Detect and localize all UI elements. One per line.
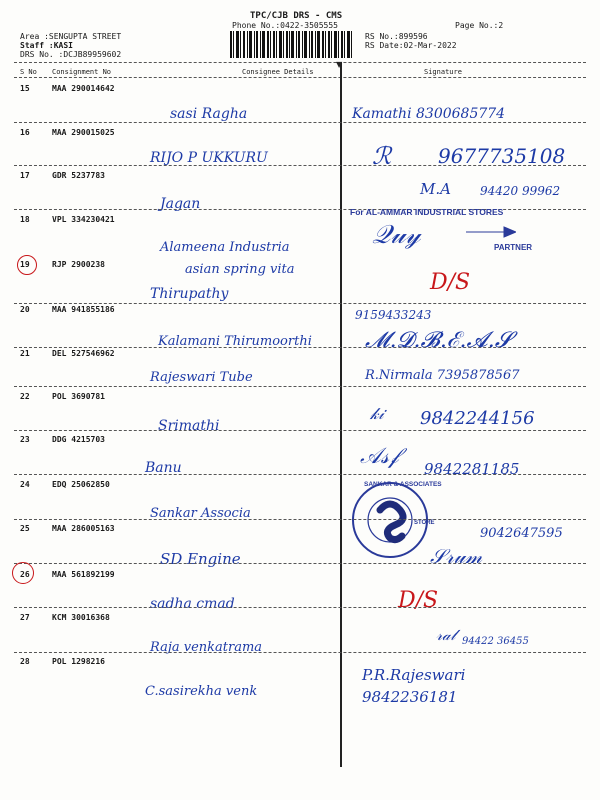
consignee-handwriting: sasi Ragha — [170, 106, 248, 122]
header-divider-top — [14, 62, 586, 63]
row-divider — [14, 122, 586, 123]
signature-mark: 𝓜.𝓓.𝓑.ℰ.𝓐.𝓢 — [365, 328, 512, 353]
consignment-number: DEL 527546962 — [52, 349, 115, 358]
row-number: 18 — [20, 215, 30, 224]
signature-mark: 𝒜𝓈𝒻 — [360, 444, 399, 469]
consignee-handwriting: Rajeswari Tube — [150, 370, 253, 385]
signature-phone: 9159433243 — [355, 308, 432, 322]
row-number: 20 — [20, 305, 30, 314]
ds-remark: D/S — [398, 588, 439, 613]
consignee-handwriting-line2: Thirupathy — [150, 286, 229, 302]
signature-handwriting: R.Nirmala 7395878567 — [365, 368, 520, 383]
row-divider — [14, 165, 586, 166]
consignment-number: GDR 5237783 — [52, 171, 105, 180]
area-field: Area :SENGUPTA STREET — [20, 32, 122, 41]
consignee-handwriting: sadha cmad — [150, 596, 235, 612]
consignment-number: MAA 290014642 — [52, 84, 115, 93]
signature-handwriting: 9842281185 — [424, 460, 520, 478]
signature-handwriting: Kamathi 8300685774 — [352, 106, 506, 122]
column-header-consignee: Consignee Details — [242, 68, 314, 76]
consignee-handwriting: Sankar Associa — [150, 506, 251, 521]
handwritten-divider-line — [340, 62, 342, 767]
row-divider — [14, 430, 586, 431]
consignment-number: KCM 30016368 — [52, 613, 110, 622]
arrow-down-icon: ▼ — [336, 60, 343, 69]
consignee-handwriting: Jagan — [160, 196, 201, 212]
consignment-number: VPL 334230421 — [52, 215, 115, 224]
row-number: 22 — [20, 392, 30, 401]
document-title: TPC/CJB DRS - CMS — [250, 11, 343, 21]
consignment-number: EDQ 25062850 — [52, 480, 110, 489]
page-number: Page No.:2 — [455, 21, 504, 30]
row-number: 19 — [20, 260, 30, 269]
consignee-handwriting: SD Engine — [160, 550, 241, 568]
row-divider — [14, 607, 586, 608]
signature-handwriting: 9677735108 — [438, 144, 566, 168]
row-divider — [14, 519, 586, 520]
signature-mark: 𝒬𝓊𝓎 — [372, 220, 421, 250]
row-number: 21 — [20, 349, 30, 358]
signature-phone: 9042647595 — [480, 526, 563, 541]
signature-mark: 𝓇𝒶𝓁 — [436, 626, 456, 644]
signature-initials: M.A — [420, 180, 451, 198]
row-number: 24 — [20, 480, 30, 489]
round-stamp-text: SANKAR & ASSOCIATES — [364, 481, 442, 488]
round-stamp-subtext: STORE — [414, 520, 435, 526]
consignee-handwriting: asian spring vita — [185, 262, 295, 277]
consignment-number: MAA 286005163 — [52, 524, 115, 533]
partner-stamp-text: PARTNER — [494, 243, 533, 252]
row-number: 25 — [20, 524, 30, 533]
consignment-number: POL 3690781 — [52, 392, 105, 401]
column-header-sno: S No — [20, 68, 37, 76]
consignee-handwriting: C.sasirekha venk — [145, 684, 258, 699]
ds-remark: D/S — [430, 270, 471, 295]
signature-handwriting: 94422 36455 — [462, 636, 529, 647]
column-header-signature: Signature — [424, 68, 462, 76]
row-divider — [14, 652, 586, 653]
row-divider — [14, 474, 586, 475]
barcode-image — [230, 31, 352, 58]
rs-date: RS Date:02-Mar-2022 — [365, 41, 457, 50]
row-divider — [14, 563, 586, 564]
consignee-handwriting: RIJO P UKKURU — [150, 150, 268, 166]
consignment-number: MAA 941855186 — [52, 305, 115, 314]
row-number: 15 — [20, 84, 30, 93]
company-stamp-text: For AL-AMMAR INDUSTRIAL STORES — [350, 207, 504, 217]
staff-field: Staff :KASI — [20, 41, 73, 50]
consignee-handwriting: Raja venkatrama — [150, 640, 263, 655]
signature-handwriting: 94420 99962 — [480, 184, 561, 198]
consignment-number: DDG 4215703 — [52, 435, 105, 444]
consignee-handwriting: Banu — [145, 460, 182, 476]
row-divider — [14, 303, 586, 304]
phone-number: Phone No.:0422-3505555 — [232, 21, 338, 30]
consignee-handwriting: Alameena Industria — [160, 240, 290, 255]
row-number: 16 — [20, 128, 30, 137]
row-number: 28 — [20, 657, 30, 666]
signature-handwriting: 9842244156 — [420, 408, 535, 429]
column-header-consignment: Consignment No — [52, 68, 112, 76]
consignment-number: MAA 290015025 — [52, 128, 115, 137]
row-divider — [14, 347, 586, 348]
row-number: 23 — [20, 435, 30, 444]
signature-mark: ℛ — [372, 142, 392, 170]
row-divider — [14, 386, 586, 387]
signature-handwriting: P.R.Rajeswari 9842236181 — [362, 666, 466, 706]
drs-number: DRS No. :DCJB89959602 — [20, 50, 122, 59]
consignee-handwriting: Srimathi — [158, 418, 220, 434]
row-number: 17 — [20, 171, 30, 180]
signature-mark: 𝓀𝒾 — [370, 404, 384, 423]
consignee-handwriting: Kalamani Thirumoorthi — [158, 334, 312, 349]
rs-number: RS No.:899596 — [365, 32, 428, 41]
consignment-number: RJP 2900238 — [52, 260, 105, 269]
header-divider-bottom — [14, 77, 586, 78]
consignment-number: POL 1298216 — [52, 657, 105, 666]
stamp-arrow-icon — [466, 226, 516, 238]
consignment-number: MAA 561892199 — [52, 570, 115, 579]
row-number: 26 — [20, 570, 30, 579]
signature-mark: 𝒮𝓇𝓊𝓂 — [430, 544, 483, 568]
row-number: 27 — [20, 613, 30, 622]
